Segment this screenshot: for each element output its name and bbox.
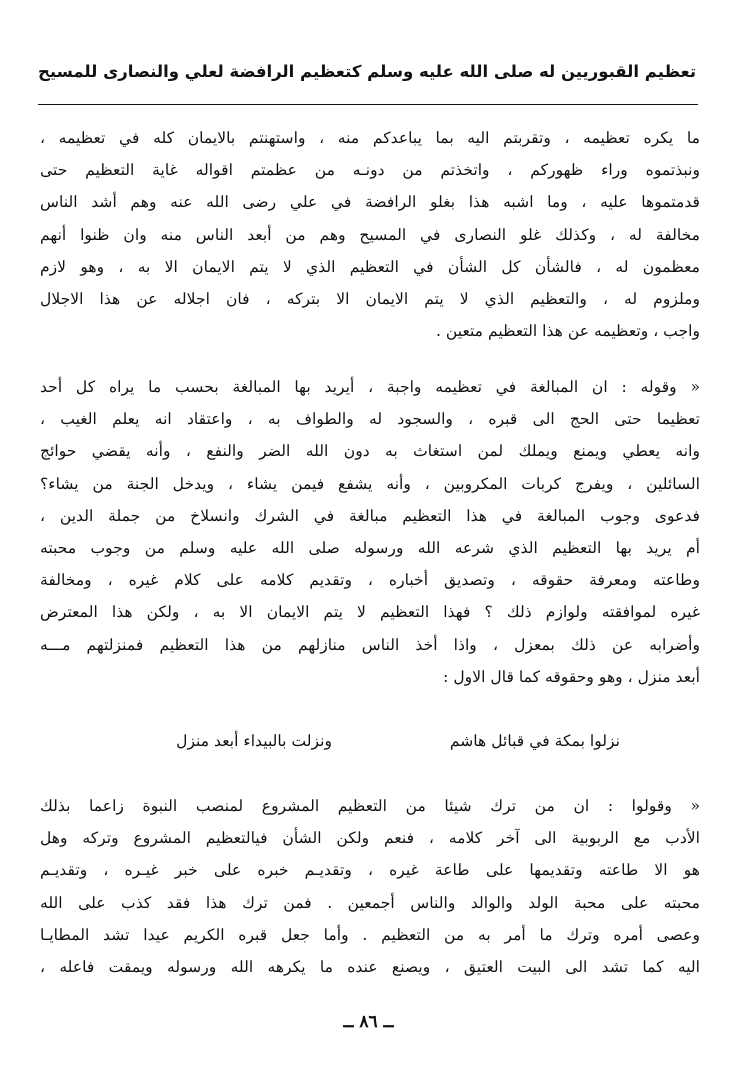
text-line: قدمتموها عليه ، وما اشبه هذا بغلو الرافضة في علي رضى الله عنه وهم أشد الناس — [40, 193, 700, 212]
text-line: السائلين ، ويفرج كربات المكروبين ، وأنه يشفع فيمن يشاء ، ويدخل الجنة من يشاء؟ — [40, 474, 700, 493]
running-header: تعظيم القبوريين له صلى الله عليه وسلم كتعظيم الرافضة لعلي والنصارى للمسيح — [37, 62, 697, 81]
verse-second-hemistich: ونزلت بالبيداء أبعد منزل — [176, 732, 332, 750]
text-line: ونبذتموه وراء ظهوركم ، واتخذتم من دونـه من عظمتم اقواله غاية التعظيم حتى — [40, 161, 700, 180]
paragraph-2 — [40, 371, 700, 693]
page-number: ــ ٨٦ ــ — [343, 1012, 394, 1032]
text-line: وعصى أمره وترك ما أمر به من التعظيم . وأما جعل قبره الكريم عيدا تشد المطايـا — [40, 925, 700, 944]
text-line: محبته على محبة الولد والوالد والناس أجمعين . فمن ترك هذا فقد كذب على الله — [40, 893, 700, 912]
text-line: أم يريد بها التعظيم الذي شرعه الله ورسوله صلى الله عليه وسلم من وجوب محبته — [40, 538, 700, 557]
text-line: غيره لموافقته ولوازم ذلك ؟ فهذا التعظيم لا يتم الايمان الا به ، ولكن هذا المعترض — [40, 603, 700, 622]
paragraph-3 — [40, 790, 700, 983]
text-line: الأدب مع الربوبية الى آخر كلامه ، فنعم ولكن الشأن فيالتعظيم المشروع وتركه وهل — [40, 829, 700, 848]
text-line: واجب ، وتعظيمه عن هذا التعظيم متعين . — [435, 322, 700, 341]
text-line: هو الا طاعته وتقديمها على طاعة غيره ، وتقديـم خبره على خبر غيـره ، وتقديـم — [40, 861, 700, 880]
poetry-verse — [40, 725, 700, 757]
text-line: « وقولوا : ان من ترك شيئا من التعظيم المشروع لمنصب النبوة زاعما بذلك — [40, 797, 700, 815]
text-line: اليه كما تشد الى البيت العتيق ، ويصنع عنده ما يكرهه الله ورسوله ويمقت فاعله ، — [40, 957, 700, 976]
text-line: وانه يعطي ويمنع ويملك لمن استغاث به دون الله الضر والنفع ، وأنه يقضي حوائج — [40, 442, 700, 461]
verse-first-hemistich: نزلوا بمكة في قبائل هاشم — [449, 732, 620, 750]
header-rule — [38, 104, 698, 105]
text-line: وملزوم له ، والتعظيم الذي لا يتم الايمان الا بتركه ، فان اجلاله عن هذا الاجلال — [40, 289, 700, 308]
text-line: أبعد منزل ، وهو وحقوقه كما قال الاول : — [443, 667, 700, 686]
paragraph-1 — [40, 122, 700, 347]
text-line: تعظيما حتى الحج الى قبره ، والسجود له والطواف به ، واعتقاد انه يعلم الغيب ، — [40, 410, 700, 429]
text-line: وأضرابه عن ذلك بمعزل ، واذا أخذ الناس منازلهم من هذا التعظيم فمنزلتهم مـــه — [40, 635, 700, 654]
text-line: مخالفة له ، وكذلك غلو النصارى في المسيح وهم من أبعد الناس منه وان ظنوا أنهم — [40, 225, 700, 244]
text-line: « وقوله : ان المبالغة في تعظيمه واجبة ، أيريد بها المبالغة بحسب ما يراه كل أحد — [40, 378, 700, 396]
text-line: فدعوى وجوب المبالغة في هذا التعظيم مبالغة في الشرك وانسلاخ من جملة الدين ، — [40, 506, 700, 525]
text-line: ما يكره تعظيمه ، وتقربتم اليه بما يباعدكم منه ، واستهنتم بالايمان كله في تعظيمه ، — [40, 129, 700, 147]
text-line: معظمون له ، فالشأن كل الشأن في التعظيم الذي لا يتم الايمان الا به ، وهو لازم — [40, 257, 700, 276]
text-line: وطاعته ومعرفة حقوقه ، وتصديق أخباره ، وتقديم كلامه على كلام غيره ، ومخالفة — [40, 571, 700, 590]
